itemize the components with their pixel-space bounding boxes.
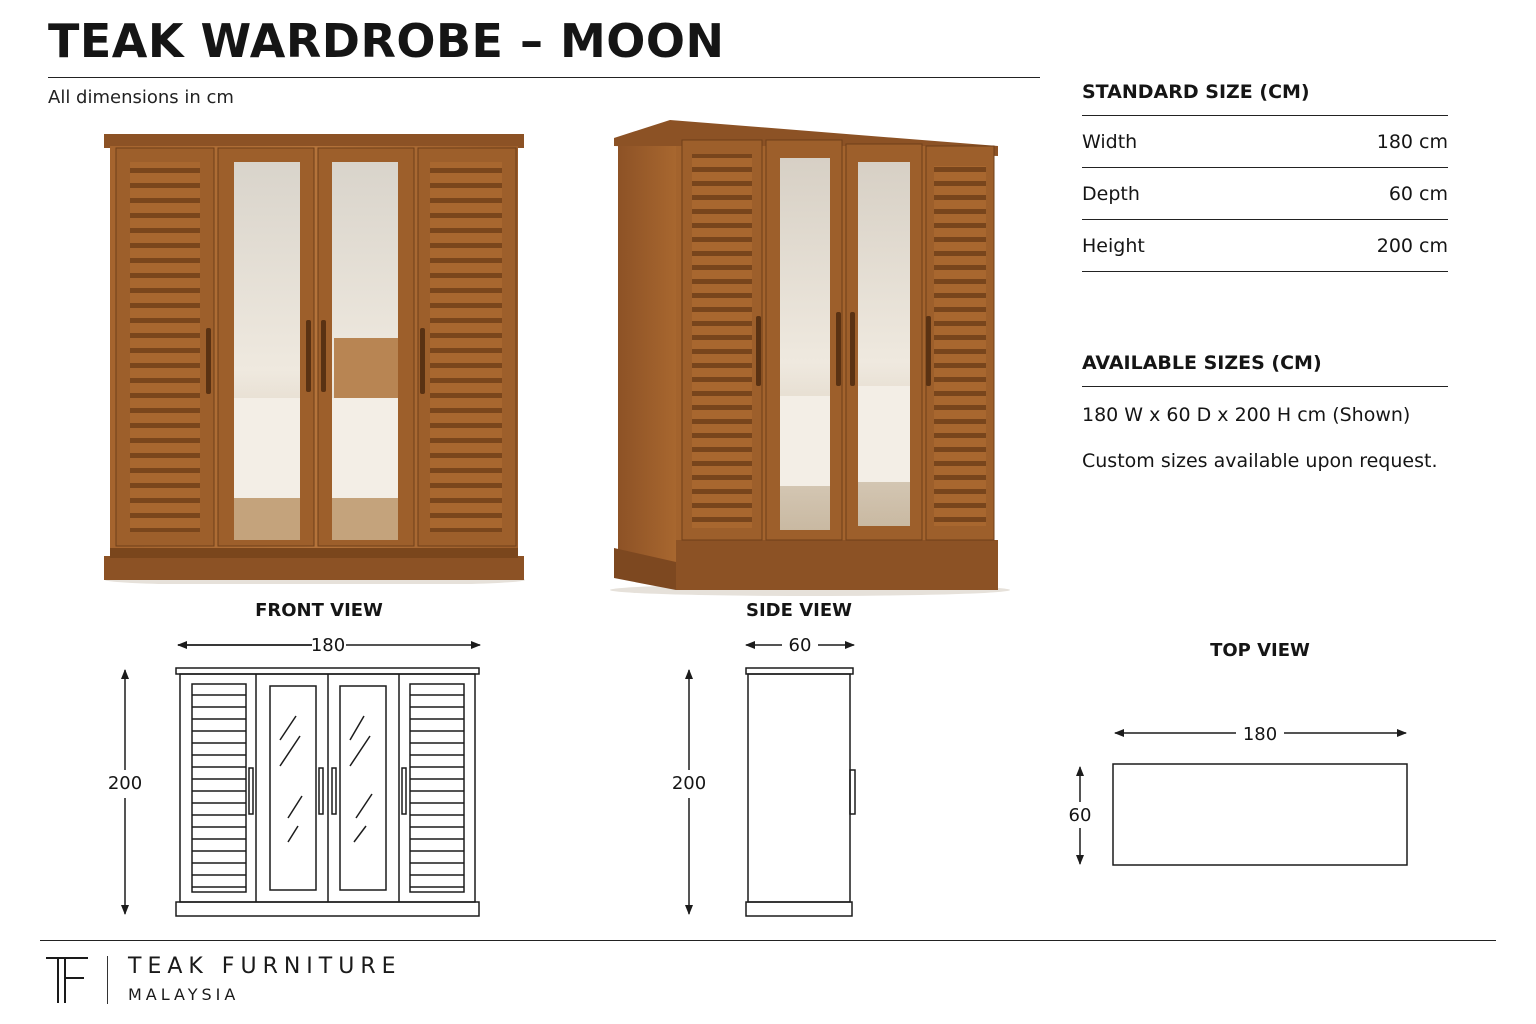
top-width-dimension: 180 [1242, 724, 1278, 745]
standard-size-heading: STANDARD SIZE (CM) [1082, 81, 1448, 116]
top-depth-dimension: 60 [1068, 805, 1092, 826]
spec-label: Width [1082, 130, 1138, 153]
page-title: TEAK WARDROBE – MOON [48, 14, 725, 68]
front-width-dimension: 180 [310, 635, 346, 656]
brand-country: MALAYSIA [128, 985, 240, 1004]
side-view-drawing [689, 645, 855, 916]
top-view-drawing [1080, 733, 1407, 865]
front-view-drawing [125, 645, 480, 916]
brand-name: TEAK FURNITURE [128, 954, 402, 979]
spec-label: Depth [1082, 182, 1140, 205]
footer-divider [40, 940, 1496, 941]
front-view-label: FRONT VIEW [255, 600, 383, 621]
available-size-shown: 180 W x 60 D x 200 H cm (Shown) [1082, 404, 1411, 426]
units-note: All dimensions in cm [48, 87, 234, 108]
custom-size-note: Custom sizes available upon request. [1082, 450, 1438, 472]
spec-value: 60 cm [1388, 182, 1448, 205]
spec-value: 180 cm [1376, 130, 1448, 153]
spec-label: Height [1082, 234, 1145, 257]
tf-monogram-icon [46, 956, 90, 1008]
side-height-dimension: 200 [671, 773, 707, 794]
side-view-label: SIDE VIEW [746, 600, 852, 621]
available-sizes-heading: AVAILABLE SIZES (CM) [1082, 352, 1448, 387]
side-depth-dimension: 60 [788, 635, 812, 656]
spec-value: 200 cm [1376, 234, 1448, 257]
logo-divider [107, 956, 108, 1004]
front-height-dimension: 200 [107, 773, 143, 794]
top-view-label: TOP VIEW [1210, 640, 1310, 661]
